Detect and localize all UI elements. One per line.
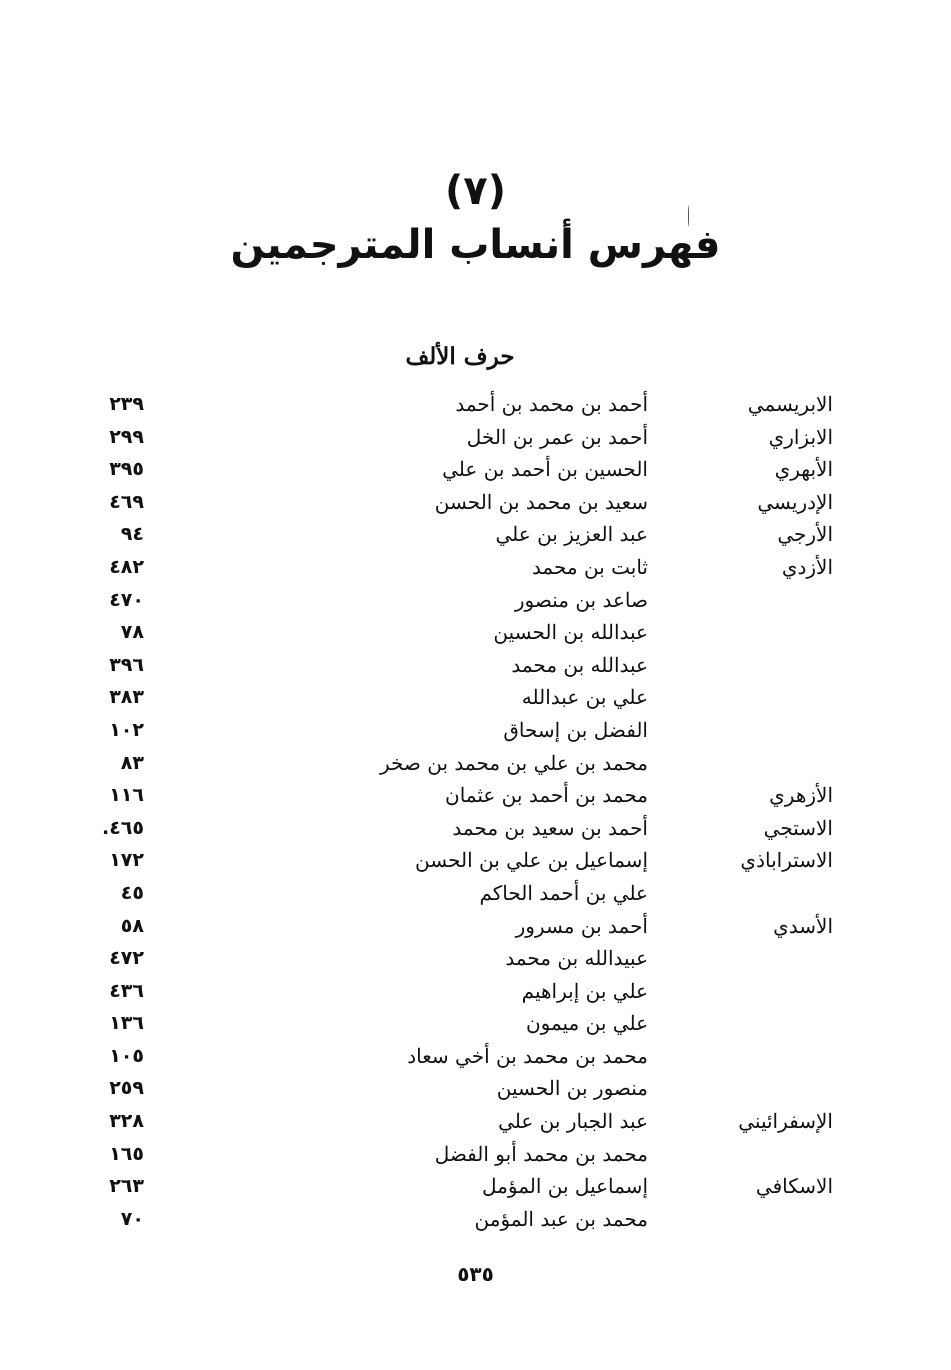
index-row — [0, 388, 951, 421]
page-reference: ٧٠ — [120, 1207, 144, 1230]
person-name: محمد بن محمد بن أخي سعاد — [407, 1043, 648, 1068]
person-name: عبد العزيز بن علي — [495, 522, 648, 547]
page-reference: ١٣٦ — [109, 1012, 144, 1035]
index-row — [0, 1105, 951, 1138]
nisba-label: الأزهري — [769, 783, 833, 808]
index-row — [0, 486, 951, 519]
index-row — [0, 844, 951, 877]
nisba-label: الابزاري — [768, 424, 833, 449]
index-row — [0, 1170, 951, 1203]
person-name: عبيدالله بن محمد — [505, 946, 648, 971]
person-name: علي بن إبراهيم — [521, 978, 648, 1003]
person-name: محمد بن عبد المؤمن — [474, 1206, 648, 1231]
page-reference: ٤٥ — [120, 881, 144, 904]
page-reference: ١٧٢ — [109, 849, 144, 872]
page-reference: ١٠٥ — [109, 1044, 144, 1067]
index-row — [0, 910, 951, 943]
index-row — [0, 584, 951, 617]
nisba-label: الأبهري — [774, 457, 833, 482]
page-reference: ٧٨ — [120, 621, 144, 644]
page-reference: ٣٨٣ — [109, 686, 144, 709]
index-row — [0, 747, 951, 780]
nisba-label: الأزدي — [781, 554, 833, 579]
person-name: محمد بن علي بن محمد بن صخر — [379, 750, 648, 775]
page-reference: ٨٣ — [120, 751, 144, 774]
page-reference: ٣٩٥ — [109, 458, 144, 481]
person-name: ثابت بن محمد — [531, 554, 648, 579]
page-reference: ٩٤ — [120, 523, 144, 546]
page-reference: ٢٦٣ — [109, 1175, 144, 1198]
index-row — [0, 714, 951, 747]
nisba-label: الاستجي — [763, 815, 833, 840]
page-reference: ٤٦٩ — [109, 490, 144, 513]
nisba-label: الابريسمي — [747, 392, 833, 416]
index-row — [0, 1203, 951, 1236]
person-name: محمد بن أحمد بن عثمان — [445, 783, 648, 808]
page-reference: ٤٧٢ — [109, 947, 144, 970]
page-reference: ٤٨٢ — [109, 555, 144, 578]
index-row — [0, 779, 951, 812]
chapter-number: (٧) — [445, 168, 506, 214]
person-name: إسماعيل بن علي بن الحسن — [415, 848, 648, 873]
page-reference: .٤٦٥ — [101, 816, 144, 839]
index-row — [0, 975, 951, 1008]
index-row — [0, 1072, 951, 1105]
page-reference: ٢٣٩ — [109, 393, 144, 415]
person-name: أحمد بن محمد بن أحمد — [455, 392, 648, 416]
person-name: أحمد بن سعيد بن محمد — [452, 815, 648, 840]
index-row — [0, 812, 951, 845]
person-name: إسماعيل بن المؤمل — [482, 1174, 648, 1199]
person-name: أحمد بن مسرور — [515, 913, 648, 938]
page-reference: ١١٦ — [109, 784, 144, 807]
person-name: صاعد بن منصور — [514, 587, 648, 612]
nisba-label: الأسدي — [773, 913, 833, 938]
page-title: فهرس أنساب المترجمين — [230, 222, 721, 268]
index-list — [0, 388, 951, 1235]
person-name: عبدالله بن محمد — [511, 652, 648, 677]
index-row — [0, 1138, 951, 1171]
index-row — [0, 616, 951, 649]
person-name: سعيد بن محمد بن الحسن — [434, 489, 648, 514]
index-row — [0, 649, 951, 682]
page-reference: ١٠٢ — [109, 718, 144, 741]
index-row — [0, 518, 951, 551]
index-row — [0, 681, 951, 714]
page-reference: ٤٣٦ — [109, 979, 144, 1002]
index-row — [0, 877, 951, 910]
person-name: محمد بن محمد أبو الفضل — [434, 1141, 648, 1166]
nisba-label: الأرجي — [777, 522, 833, 547]
page-reference: ٣٩٦ — [109, 653, 144, 676]
nisba-label: الاسكافي — [755, 1174, 833, 1199]
person-name: منصور بن الحسين — [496, 1076, 648, 1101]
index-row — [0, 942, 951, 975]
index-row — [0, 551, 951, 584]
section-heading: حرف الألف — [405, 343, 515, 370]
index-row — [0, 1040, 951, 1073]
page-reference: ١٦٥ — [109, 1142, 144, 1165]
nisba-label: الاستراباذي — [740, 848, 833, 873]
person-name: علي بن ميمون — [525, 1011, 648, 1036]
person-name: عبدالله بن الحسين — [493, 620, 648, 645]
page-reference: ٢٩٩ — [109, 425, 144, 448]
nisba-label: الإسفرائيني — [738, 1109, 833, 1134]
index-row — [0, 1007, 951, 1040]
footer-page-number: ٥٣٥ — [457, 1262, 494, 1286]
page-reference: ٣٢٨ — [109, 1110, 144, 1133]
person-name: الحسين بن أحمد بن علي — [442, 457, 648, 482]
margin-mark — [688, 205, 691, 227]
page-reference: ٥٨ — [120, 914, 144, 937]
person-name: علي بن أحمد الحاكم — [479, 880, 648, 905]
person-name: الفضل بن إسحاق — [503, 717, 648, 742]
person-name: علي بن عبدالله — [521, 685, 648, 710]
index-row — [0, 421, 951, 454]
page-reference: ٤٧٠ — [109, 588, 144, 611]
index-row — [0, 453, 951, 486]
person-name: أحمد بن عمر بن الخل — [466, 424, 648, 449]
page-reference: ٢٥٩ — [109, 1077, 144, 1100]
person-name: عبد الجبار بن علي — [498, 1109, 648, 1134]
nisba-label: الإدريسي — [757, 489, 833, 514]
